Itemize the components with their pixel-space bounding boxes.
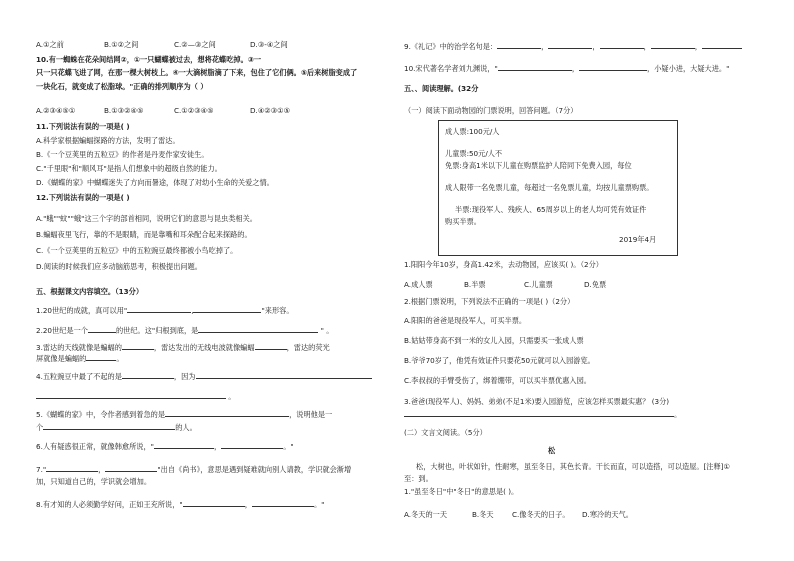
blank[interactable] — [498, 70, 572, 71]
text: 4.五粒豌豆中最了不起的是 — [36, 372, 122, 381]
section5-title: 五、根据课文内容填空。（13分） — [36, 287, 144, 296]
left-column — [36, 0, 390, 561]
s5-q1: 1.20世纪的成就，真可以用" , "来形容。 — [36, 306, 294, 315]
box-date: 2019年4月 — [619, 235, 657, 244]
reading2-title: (二）文言文阅读。（5分） — [404, 428, 487, 437]
blank[interactable] — [252, 506, 314, 507]
s5-q8: 8.有才知的人必须勤学好问，正如王充所说，" ， 。" — [36, 500, 325, 509]
r9: 9.《礼记》中的治学名句是： ， ， ， ， — [404, 42, 742, 52]
rq2-item: B.爷爷70岁了，他凭有效证件只要花50元就可以入园游览。 — [404, 356, 595, 365]
box-line: 成人限带一名免票儿童，每超过一名免票儿童，均按儿童票购票。 — [445, 183, 654, 192]
blank[interactable] — [165, 416, 289, 417]
rq3: 3.爸爸(现役军人)、妈妈、弟弟(不足1米)要入园游览，应该怎样买票最实惠？ (3分) — [404, 397, 670, 406]
s5-q7-cont: 加，只知道自己的，学识就会增加。 — [36, 477, 152, 486]
blank[interactable] — [86, 360, 116, 361]
text: 个 — [36, 423, 44, 432]
rq-last: 1."虽至冬日"中"冬日"的意思是( )。 — [404, 487, 519, 496]
rq3-answer: 。 — [404, 410, 681, 420]
option: D.免票 — [584, 280, 607, 289]
blank[interactable] — [46, 471, 98, 472]
blank[interactable] — [88, 332, 116, 333]
blank[interactable] — [105, 471, 157, 472]
blank[interactable] — [600, 48, 644, 49]
text: 8.有才知的人必须勤学好问，正如王充所说，" — [36, 500, 183, 509]
rq1-options — [404, 280, 606, 290]
option: B.半票 — [464, 280, 486, 289]
q11-item: B.《一个豆荚里的五粒豆》的作者是丹麦作家安徒生。 — [36, 150, 209, 159]
rq-last-options — [404, 510, 633, 520]
text: "来形容。 — [261, 306, 294, 315]
q12-item: D.阅读的时候我们应多动脑筋思考，积极提出问题。 — [36, 262, 202, 271]
blank[interactable] — [651, 48, 695, 49]
option: A.①之前 — [36, 40, 64, 49]
q10-line-3: 一块化石，就变成了松脂球。"正确的排列顺序为（ ） — [36, 82, 208, 91]
reading1-title: （一）阅读下面动物园的门票说明，回答问题。（7分） — [404, 106, 578, 115]
text: 9.《礼记》中的治学名句是： — [404, 42, 498, 51]
text: 1.20世纪的成就，真可以用" — [36, 306, 128, 315]
poem-title: 松 — [548, 446, 556, 455]
q10-options — [36, 106, 290, 116]
option: A.②③④⑤① — [36, 106, 76, 115]
blank[interactable] — [122, 378, 174, 379]
blank[interactable] — [127, 312, 191, 313]
ticket-notice-box — [438, 120, 678, 256]
poem-line: 松，大树也，叶状如针，性耐寒，虽至冬日，其色长青。干长而直，可以造搭，可以造屋。[注释]① — [416, 462, 730, 471]
poem-line: 至：到。 — [404, 474, 433, 483]
rq1: 1.阳阳今年10岁，身高1.42米，去动物园，应该买( )。（2分） — [404, 260, 603, 269]
option: B.①②之间 — [104, 40, 139, 49]
blank[interactable] — [255, 349, 287, 350]
blank[interactable] — [36, 398, 226, 399]
text: ，因为 — [173, 372, 196, 381]
option: C.②—③之间 — [174, 40, 216, 49]
q12-item: C.《一个豆荚里的五粒豆》中的五粒豌豆最终都被小鸟吃掉了。 — [36, 246, 238, 255]
option: B.①③②④⑤ — [104, 106, 144, 115]
rq2: 2.根据门票说明，下列说法不正确的一项是( )（2分） — [404, 297, 575, 306]
rq2-item: C.李叔叔的手臂受伤了，绑着绷带，可以买半票优惠入园。 — [404, 376, 591, 385]
text: 5.《蝴蝶的家》中，令作者感到着急的是 — [36, 410, 166, 419]
blank[interactable] — [579, 70, 647, 71]
option: D.③-④之间 — [250, 40, 288, 49]
text: 10.宋代著名学者刘九渊说，" — [404, 64, 498, 73]
text: 的世纪。这"归根到底，是 — [115, 326, 199, 335]
text: ，雷达发出的无线电波就像蝙蝠 — [153, 343, 255, 352]
q11-item: C."千里眼"和"顺风耳"是指人们想象中的超级自然的能力。 — [36, 164, 222, 173]
blank[interactable] — [221, 448, 283, 449]
option: C.儿童票 — [524, 280, 553, 289]
s5-q5-cont — [36, 423, 197, 433]
s5-q3-cont: 屏就像是蝙蝠的 。 — [36, 354, 124, 363]
blank[interactable] — [193, 312, 261, 313]
s5-q3 — [36, 343, 330, 353]
box-line: 儿童票:50元/人不 — [445, 149, 503, 158]
blank[interactable] — [548, 48, 592, 49]
q12-title: 12.下列说法有误的一项是( ) — [36, 193, 130, 202]
rq2-item: B.姑姑带身高不到一米的女儿入园，只需要买一张成人票 — [404, 336, 584, 345]
option: C.像冬天的日子。 — [512, 510, 570, 519]
box-line: 成人票:100元/人 — [445, 127, 500, 136]
blank[interactable] — [198, 332, 318, 333]
blank[interactable] — [122, 349, 154, 350]
q11-item: A.科学家根据蝙蝠探路的方法，发明了雷达。 — [36, 136, 180, 145]
option: D.④②③①⑤ — [250, 106, 291, 115]
text: 3.雷达的天线就像是蝙蝠的 — [36, 343, 122, 352]
right-column — [404, 0, 760, 561]
box-line: 免票:身高1米以下儿童在购票监护人陪同下免费入园，每位 — [445, 161, 632, 170]
option: C.①②③④⑤ — [174, 106, 214, 115]
text: ，小疑小进，大疑大进。" — [647, 64, 730, 73]
q11-title: 11.下列说法有误的一项是( ) — [36, 122, 130, 131]
q11-item: D.《蝴蝶的家》中蝴蝶迷失了方向而暑途，体现了对幼小生命的关爱之情。 — [36, 178, 274, 187]
option: D.寒冷的天气。 — [582, 510, 633, 519]
s5-q2: 2.20世纪是一个 的世纪。这"归根到底，是 " 。 — [36, 326, 334, 335]
blank[interactable] — [196, 378, 372, 379]
rq2-item: A.阳阳的爸爸是现役军人，可买半票。 — [404, 316, 527, 325]
s5-q6: 6.人有疑惑很正常，就像韩愈所说，" ， 。" — [36, 442, 294, 451]
text: "出自《尚书》，意思是遇到疑难就向别人请教，学识就会渐增 — [157, 465, 352, 474]
s5-q4 — [36, 372, 372, 382]
text: ，雷达的荧光 — [286, 343, 330, 352]
section6-title: 五、、阅读理解。(32分 — [404, 84, 479, 93]
option: A.成人票 — [404, 280, 433, 289]
box-line: 购买半票。 — [445, 217, 481, 226]
box-line: 半票:现役军人、残疾人、65周岁以上的老人均可凭有效证件 — [455, 205, 647, 214]
blank[interactable] — [183, 506, 245, 507]
text: 的人。 — [175, 423, 197, 432]
q9-options — [36, 40, 288, 50]
s5-q4-cont: 。 — [36, 392, 235, 402]
blank[interactable] — [154, 448, 214, 449]
text: 7." — [36, 465, 47, 474]
q10-line-2: 只一只花蝶飞进了网，在那一棵大树枝上。④一大滴树脂滴了下来，包住了它们俩。⑤后来树脂变成了 — [36, 68, 358, 77]
blank[interactable] — [702, 48, 742, 49]
q12-item: A."蛾""蚊""蛾"这三个字的部首相同，说明它们的意思与昆虫类相关。 — [36, 214, 257, 223]
blank[interactable] — [43, 429, 175, 430]
text: 6.人有疑惑很正常，就像韩愈所说，" — [36, 442, 154, 451]
text: 2.20世纪是一个 — [36, 326, 88, 335]
s5-q5 — [36, 410, 332, 420]
text: 屏就像是蝙蝠的 — [36, 354, 87, 363]
q10-line-1: 10.有一蜘蛛在花朵间结网②，①一只蝴蝶被过去，想将花蝶吃掉。③一 — [36, 55, 262, 64]
option: A.冬天的一天 — [404, 510, 448, 519]
blank[interactable] — [404, 416, 674, 417]
r10: 10.宋代著名学者刘九渊说，" ， ，小疑小进，大疑大进。" — [404, 64, 730, 73]
blank[interactable] — [497, 48, 541, 49]
text: ，说明他是一 — [289, 410, 333, 419]
option: B.冬天 — [472, 510, 494, 519]
s5-q7: 7." ， "出自《尚书》，意思是遇到疑难就向别人请教，学识就会渐增 — [36, 465, 352, 474]
q12-item: B.蝙蝠夜里飞行，靠的不是眼睛，而是靠嘴和耳朵配合起来探路的。 — [36, 230, 252, 239]
